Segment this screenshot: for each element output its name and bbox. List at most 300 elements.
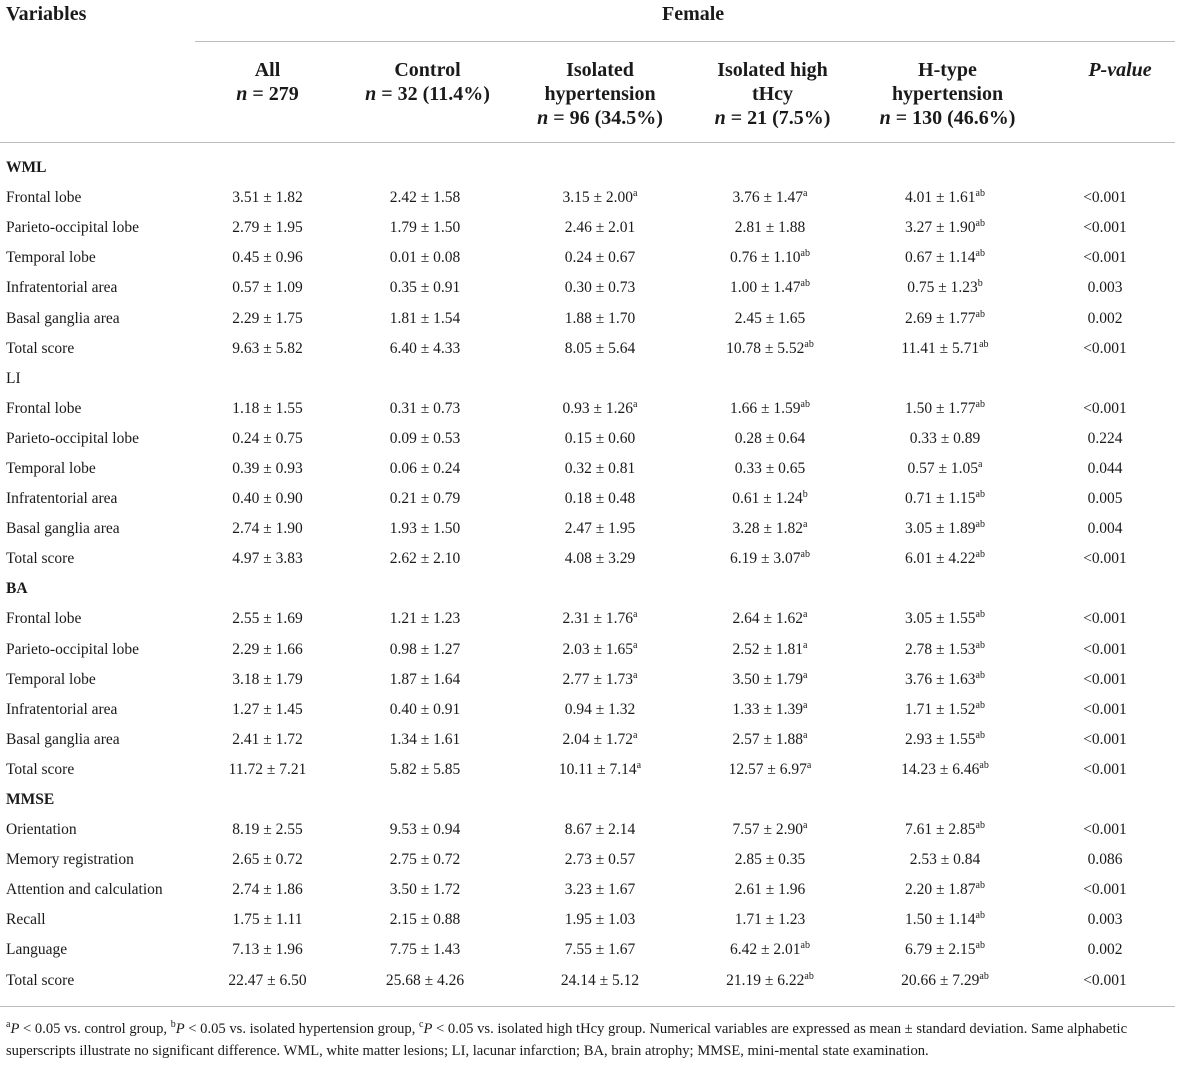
value-cell: 4.97 ± 3.83: [232, 550, 303, 568]
value-cell: 11.41 ± 5.71$^{ab}$: [901, 338, 989, 357]
significance-superscript: ab: [979, 338, 989, 350]
p-value-cell: <0.001: [1083, 971, 1127, 989]
p-value-cell: <0.001: [1083, 670, 1127, 688]
value-cell: [515, 153, 685, 183]
table-row: [0, 695, 1175, 725]
value-cell: 3.05 ± 1.89$^{ab}$: [905, 519, 985, 538]
value-cell: 9.63 ± 5.82: [232, 339, 303, 357]
value-cell: 0.45 ± 0.96: [232, 249, 303, 267]
value-cell: 2.79 ± 1.95: [232, 219, 303, 237]
significance-superscript: ab: [975, 729, 985, 741]
p-value-cell: 0.003: [1087, 911, 1123, 929]
table-row: [0, 514, 1175, 544]
value-cell: [855, 574, 1035, 604]
value-cell: 2.47 ± 1.95: [564, 520, 636, 538]
value-cell: [855, 785, 1035, 815]
value-cell: 8.19 ± 2.55: [232, 821, 303, 839]
significance-superscript: a: [633, 639, 638, 651]
table-row: [0, 815, 1175, 845]
table-row: [0, 424, 1175, 454]
value-cell: 3.50 ± 1.72: [389, 881, 461, 899]
value-cell: 0.98 ± 1.27: [389, 640, 461, 658]
row-label: Memory registration: [6, 851, 134, 869]
value-cell: [685, 785, 855, 815]
p-value-cell: 0.003: [1087, 279, 1123, 297]
value-cell: 0.39 ± 0.93: [232, 459, 303, 477]
significance-superscript: a: [633, 609, 638, 621]
value-cell: 0.75 ± 1.23$^b$: [907, 278, 983, 297]
p-value-cell: 0.086: [1087, 851, 1123, 869]
p-value-cell: 0.002: [1087, 941, 1123, 959]
col-header-title-2: hypertension: [544, 83, 656, 105]
section-row: [0, 153, 1175, 183]
table-row: [0, 183, 1175, 213]
p-value-cell: 0.224: [1087, 429, 1123, 447]
section-label: MMSE: [6, 791, 55, 809]
value-cell: 1.79 ± 1.50: [389, 219, 461, 237]
value-cell: 0.67 ± 1.14$^{ab}$: [905, 248, 985, 267]
value-cell: 0.33 ± 0.65: [734, 459, 806, 477]
table-row: [0, 213, 1175, 243]
value-cell: 2.46 ± 2.01: [564, 219, 636, 237]
significance-superscript: ab: [804, 970, 814, 982]
table-row: [0, 845, 1175, 875]
row-label: Infratentorial area: [6, 490, 118, 508]
row-label: Infratentorial area: [6, 700, 118, 718]
col-header-n: n = 32 (11.4%): [365, 83, 490, 105]
value-cell: 7.75 ± 1.43: [389, 941, 461, 959]
value-cell: 10.78 ± 5.52$^{ab}$: [726, 338, 814, 357]
value-cell: 1.33 ± 1.39$^a$: [732, 699, 808, 718]
significance-superscript: a: [803, 729, 808, 741]
value-cell: 12.57 ± 6.97$^a$: [728, 759, 812, 778]
group-header-rule: [195, 41, 1175, 42]
value-cell: 0.24 ± 0.67: [564, 249, 636, 267]
value-cell: 1.18 ± 1.55: [232, 399, 303, 417]
value-cell: 0.93 ± 1.26$^a$: [562, 398, 638, 417]
col-header-title-2: hypertension: [891, 83, 1004, 105]
value-cell: 24.14 ± 5.12: [560, 971, 640, 989]
value-cell: 2.15 ± 0.88: [389, 911, 461, 929]
row-label: Temporal lobe: [6, 670, 96, 688]
col-header-isolated-hypertension: [510, 58, 690, 130]
value-cell: 1.00 ± 1.47$^{ab}$: [730, 278, 810, 297]
value-cell: 1.95 ± 1.03: [564, 911, 636, 929]
value-cell: 4.01 ± 1.61$^{ab}$: [905, 188, 985, 207]
value-cell: 22.47 ± 6.50: [228, 971, 307, 989]
significance-superscript: a: [803, 639, 808, 651]
value-cell: 2.29 ± 1.75: [232, 309, 303, 327]
significance-superscript: ab: [975, 218, 985, 230]
col-header-h-type-hypertension: [855, 58, 1040, 130]
footnote-fragment: < 0.05 vs. control group,: [19, 1021, 171, 1037]
value-cell: 11.72 ± 7.21: [228, 760, 307, 778]
value-cell: 0.40 ± 0.90: [232, 490, 303, 508]
value-cell: 0.40 ± 0.91: [389, 700, 461, 718]
significance-superscript: a: [803, 699, 808, 711]
col-header-title: H-type: [918, 59, 977, 81]
value-cell: 7.61 ± 2.85$^{ab}$: [905, 820, 985, 839]
value-cell: 8.67 ± 2.14: [564, 821, 636, 839]
value-cell: 0.94 ± 1.32: [564, 700, 636, 718]
p-value-cell: [1035, 364, 1175, 394]
col-header-title-2: tHcy: [751, 83, 794, 105]
value-cell: 2.75 ± 0.72: [389, 851, 461, 869]
table-bottom-rule: [0, 1006, 1175, 1007]
significance-superscript: ab: [979, 759, 989, 771]
table-row: [0, 604, 1175, 634]
value-cell: 2.20 ± 1.87$^{ab}$: [905, 880, 985, 899]
row-label: Infratentorial area: [6, 279, 118, 297]
value-cell: 2.74 ± 1.90: [232, 520, 303, 538]
value-cell: 8.05 ± 5.64: [564, 339, 636, 357]
value-cell: 6.01 ± 4.22$^{ab}$: [905, 549, 985, 568]
row-label: Frontal lobe: [6, 610, 82, 628]
footnote-fragment: P: [10, 1021, 20, 1037]
col-header-title: Control: [394, 59, 461, 81]
p-value-cell: <0.001: [1083, 730, 1127, 748]
section-label: WML: [6, 159, 47, 177]
value-cell: [515, 785, 685, 815]
table-row: [0, 905, 1175, 935]
value-cell: 2.42 ± 1.58: [389, 189, 461, 207]
col-header-title: All: [254, 59, 281, 81]
row-label: Attention and calculation: [6, 881, 163, 899]
section-row: [0, 574, 1175, 604]
value-cell: 2.04 ± 1.72$^a$: [562, 729, 638, 748]
value-cell: 3.05 ± 1.55$^{ab}$: [905, 609, 985, 628]
table-row: [0, 755, 1175, 785]
significance-superscript: b: [802, 489, 808, 501]
value-cell: 0.09 ± 0.53: [389, 429, 461, 447]
significance-superscript: ab: [975, 669, 985, 681]
significance-superscript: a: [633, 188, 638, 200]
col-header-n: n = 279: [236, 83, 299, 105]
significance-superscript: ab: [975, 880, 985, 892]
footnote-fragment: P: [423, 1021, 433, 1037]
value-cell: 0.24 ± 0.75: [232, 429, 303, 447]
significance-superscript: a: [633, 398, 638, 410]
value-cell: 2.41 ± 1.72: [232, 730, 303, 748]
p-value-cell: [1035, 785, 1175, 815]
row-label: Parieto-occipital lobe: [6, 219, 139, 237]
section-label: LI: [6, 369, 21, 387]
p-value-cell: <0.001: [1083, 760, 1127, 778]
value-cell: 2.64 ± 1.62$^a$: [732, 609, 808, 628]
value-cell: 0.57 ± 1.05$^a$: [907, 458, 983, 477]
significance-superscript: ab: [800, 549, 810, 561]
col-header-all: [200, 58, 335, 106]
variables-header: Variables: [6, 3, 87, 25]
table-row: [0, 394, 1175, 424]
value-cell: 1.21 ± 1.23: [389, 610, 461, 628]
value-cell: 3.76 ± 1.63$^{ab}$: [905, 669, 985, 688]
value-cell: 1.50 ± 1.14$^{ab}$: [905, 910, 985, 929]
value-cell: 2.77 ± 1.73$^a$: [562, 669, 638, 688]
significance-superscript: ab: [975, 398, 985, 410]
row-label: Parieto-occipital lobe: [6, 429, 139, 447]
significance-superscript: ab: [975, 308, 985, 320]
p-value-cell: <0.001: [1083, 610, 1127, 628]
row-label: Basal ganglia area: [6, 730, 120, 748]
table-row: [0, 334, 1175, 364]
p-value-cell: <0.001: [1083, 700, 1127, 718]
p-value-cell: <0.001: [1083, 399, 1127, 417]
significance-superscript: a: [806, 759, 812, 771]
row-label: Orientation: [6, 821, 77, 839]
female-group-header: Female: [662, 3, 725, 25]
significance-superscript: a: [803, 519, 808, 531]
row-label: Parieto-occipital lobe: [6, 640, 139, 658]
value-cell: 2.53 ± 0.84: [909, 851, 981, 869]
significance-superscript: b: [977, 278, 983, 290]
value-cell: 2.78 ± 1.53$^{ab}$: [905, 639, 985, 658]
p-value-cell: 0.005: [1087, 490, 1123, 508]
value-cell: [685, 574, 855, 604]
value-cell: 0.32 ± 0.81: [564, 459, 636, 477]
p-value-cell: <0.001: [1083, 640, 1127, 658]
p-value-cell: 0.044: [1087, 459, 1123, 477]
value-cell: 2.57 ± 1.88$^a$: [732, 729, 808, 748]
value-cell: 0.61 ± 1.24$^b$: [732, 489, 808, 508]
table-row: [0, 725, 1175, 755]
value-cell: 1.81 ± 1.54: [389, 309, 461, 327]
footnote-fragment: b: [170, 1019, 176, 1030]
value-cell: 5.82 ± 5.85: [389, 760, 461, 778]
value-cell: 1.88 ± 1.70: [564, 309, 636, 327]
p-value-cell: <0.001: [1083, 189, 1127, 207]
significance-superscript: ab: [975, 549, 985, 561]
value-cell: 0.71 ± 1.15$^{ab}$: [905, 489, 985, 508]
row-label: Basal ganglia area: [6, 309, 120, 327]
value-cell: [335, 364, 515, 394]
value-cell: 2.03 ± 1.65$^a$: [562, 639, 638, 658]
p-value-cell: [1035, 153, 1175, 183]
value-cell: 25.68 ± 4.26: [385, 971, 465, 989]
table-row: [0, 665, 1175, 695]
p-value-cell: <0.001: [1083, 821, 1127, 839]
value-cell: 0.18 ± 0.48: [564, 490, 636, 508]
value-cell: 2.69 ± 1.77$^{ab}$: [905, 308, 985, 327]
value-cell: 20.66 ± 7.29$^{ab}$: [901, 970, 989, 989]
value-cell: 14.23 ± 6.46$^{ab}$: [901, 759, 989, 778]
significance-superscript: a: [803, 669, 808, 681]
table-row: [0, 875, 1175, 905]
value-cell: 1.71 ± 1.23: [734, 911, 806, 929]
significance-superscript: ab: [975, 940, 985, 952]
value-cell: 3.76 ± 1.47$^a$: [732, 188, 808, 207]
significance-superscript: ab: [800, 940, 810, 952]
value-cell: [200, 574, 335, 604]
value-cell: 1.71 ± 1.52$^{ab}$: [905, 699, 985, 718]
data-table: [0, 153, 1175, 996]
row-label: Temporal lobe: [6, 249, 96, 267]
value-cell: 2.65 ± 0.72: [232, 851, 303, 869]
p-value-cell: [1035, 574, 1175, 604]
value-cell: [515, 364, 685, 394]
value-cell: 7.55 ± 1.67: [564, 941, 636, 959]
value-cell: 0.06 ± 0.24: [389, 459, 461, 477]
value-cell: 6.40 ± 4.33: [389, 339, 461, 357]
section-row: [0, 364, 1175, 394]
significance-superscript: ab: [975, 699, 985, 711]
value-cell: 2.61 ± 1.96: [734, 881, 806, 899]
col-header-title: Isolated: [566, 59, 634, 81]
table-row: [0, 966, 1175, 996]
value-cell: 2.74 ± 1.86: [232, 881, 303, 899]
significance-superscript: ab: [804, 338, 814, 350]
value-cell: 7.57 ± 2.90$^a$: [732, 820, 808, 839]
table-row: [0, 935, 1175, 965]
value-cell: 2.62 ± 2.10: [389, 550, 461, 568]
value-cell: 2.73 ± 0.57: [564, 851, 636, 869]
value-cell: 1.87 ± 1.64: [389, 670, 461, 688]
footnote-fragment: a: [6, 1019, 11, 1030]
value-cell: 1.66 ± 1.59$^{ab}$: [730, 398, 810, 417]
significance-superscript: ab: [975, 188, 985, 200]
significance-superscript: a: [633, 729, 638, 741]
col-header-control: [340, 58, 515, 106]
value-cell: 21.19 ± 6.22$^{ab}$: [726, 970, 814, 989]
value-cell: 0.01 ± 0.08: [389, 249, 461, 267]
p-value-cell: <0.001: [1083, 550, 1127, 568]
row-label: Language: [6, 941, 68, 959]
p-value-cell: <0.001: [1083, 881, 1127, 899]
value-cell: 0.57 ± 1.09: [232, 279, 303, 297]
value-cell: 3.50 ± 1.79$^a$: [732, 669, 808, 688]
col-header-p-value: P-value: [1088, 59, 1152, 81]
value-cell: 4.08 ± 3.29: [564, 550, 636, 568]
col-header-n: n = 21 (7.5%): [714, 107, 831, 129]
value-cell: [335, 574, 515, 604]
value-cell: 6.79 ± 2.15$^{ab}$: [905, 940, 985, 959]
value-cell: 6.19 ± 3.07$^{ab}$: [730, 549, 810, 568]
row-label: Total score: [6, 760, 75, 778]
significance-superscript: a: [978, 458, 983, 470]
value-cell: 2.52 ± 1.81$^a$: [732, 639, 808, 658]
significance-superscript: a: [633, 669, 638, 681]
value-cell: 3.51 ± 1.82: [232, 189, 303, 207]
table-row: [0, 243, 1175, 273]
value-cell: 1.93 ± 1.50: [389, 520, 461, 538]
p-value-cell: <0.001: [1083, 219, 1127, 237]
row-label: Frontal lobe: [6, 189, 82, 207]
significance-superscript: a: [803, 188, 808, 200]
value-cell: 1.75 ± 1.11: [232, 911, 303, 929]
value-cell: 3.28 ± 1.82$^a$: [732, 519, 808, 538]
significance-superscript: ab: [800, 398, 810, 410]
row-label: Temporal lobe: [6, 459, 96, 477]
value-cell: 3.27 ± 1.90$^{ab}$: [905, 218, 985, 237]
value-cell: 2.29 ± 1.66: [232, 640, 303, 658]
row-label: Total score: [6, 971, 75, 989]
value-cell: 0.35 ± 0.91: [389, 279, 461, 297]
value-cell: 0.31 ± 0.73: [389, 399, 461, 417]
col-header-isolated-high-thcy: [690, 58, 855, 130]
value-cell: 0.15 ± 0.60: [564, 429, 636, 447]
value-cell: 7.13 ± 1.96: [232, 941, 303, 959]
row-label: Total score: [6, 339, 75, 357]
table-footnote: [6, 1018, 1191, 1062]
value-cell: 6.42 ± 2.01$^{ab}$: [730, 940, 810, 959]
value-cell: 2.45 ± 1.65: [734, 309, 806, 327]
significance-superscript: ab: [975, 248, 985, 260]
table-row: [0, 303, 1175, 333]
table-row: [0, 635, 1175, 665]
value-cell: 0.28 ± 0.64: [734, 429, 806, 447]
section-row: [0, 785, 1175, 815]
value-cell: 0.76 ± 1.10$^{ab}$: [730, 248, 810, 267]
section-label: BA: [6, 580, 28, 598]
value-cell: [855, 364, 1035, 394]
value-cell: [200, 785, 335, 815]
row-label: Total score: [6, 550, 75, 568]
value-cell: 1.27 ± 1.45: [232, 700, 303, 718]
significance-superscript: ab: [979, 970, 989, 982]
value-cell: 0.30 ± 0.73: [564, 279, 636, 297]
significance-superscript: ab: [800, 278, 810, 290]
value-cell: 0.33 ± 0.89: [909, 429, 981, 447]
p-value-cell: <0.001: [1083, 339, 1127, 357]
value-cell: 1.34 ± 1.61: [389, 730, 461, 748]
value-cell: 3.15 ± 2.00$^a$: [562, 188, 638, 207]
significance-superscript: a: [636, 759, 642, 771]
footnote-fragment: P: [175, 1021, 185, 1037]
footnote-fragment: < 0.05 vs. isolated hypertension group,: [184, 1021, 420, 1037]
table-row: [0, 484, 1175, 514]
value-cell: 0.21 ± 0.79: [389, 490, 461, 508]
col-header-title: Isolated high: [717, 59, 828, 81]
significance-superscript: ab: [975, 639, 985, 651]
p-value-cell: <0.001: [1083, 249, 1127, 267]
row-label: Basal ganglia area: [6, 520, 120, 538]
significance-superscript: a: [803, 820, 808, 832]
value-cell: 9.53 ± 0.94: [389, 821, 461, 839]
table-row: [0, 273, 1175, 303]
value-cell: 10.11 ± 7.14$^a$: [558, 759, 642, 778]
value-cell: [855, 153, 1035, 183]
value-cell: 2.31 ± 1.76$^a$: [562, 609, 638, 628]
row-label: Recall: [6, 911, 46, 929]
footnote-fragment: c: [419, 1019, 424, 1030]
header-bottom-rule: [0, 142, 1175, 143]
value-cell: 2.93 ± 1.55$^{ab}$: [905, 729, 985, 748]
significance-superscript: ab: [975, 910, 985, 922]
value-cell: 3.18 ± 1.79: [232, 670, 303, 688]
footnote-fragment: < 0.05 vs. isolated high tHcy group. Numerical variables are expressed as mean ± standard deviation. Same alphabetic superscripts illustrate no significant difference. WML, white matter lesions; LI, lacunar infarction; BA, brain atrophy; MMSE, mini-mental state examination.: [6, 1021, 1128, 1059]
col-header-n: n = 130 (46.6%): [879, 107, 1016, 129]
row-label: Frontal lobe: [6, 399, 82, 417]
value-cell: 2.81 ± 1.88: [734, 219, 806, 237]
value-cell: [200, 153, 335, 183]
value-cell: 2.85 ± 0.35: [734, 851, 806, 869]
significance-superscript: ab: [800, 248, 810, 260]
value-cell: [515, 574, 685, 604]
significance-superscript: a: [803, 609, 808, 621]
significance-superscript: ab: [975, 820, 985, 832]
table-row: [0, 454, 1175, 484]
value-cell: [335, 153, 515, 183]
value-cell: 1.50 ± 1.77$^{ab}$: [905, 398, 985, 417]
value-cell: [685, 364, 855, 394]
value-cell: [685, 153, 855, 183]
table-row: [0, 544, 1175, 574]
col-header-n: n = 96 (34.5%): [537, 107, 663, 129]
value-cell: [335, 785, 515, 815]
significance-superscript: ab: [975, 609, 985, 621]
significance-superscript: ab: [975, 519, 985, 531]
p-value-cell: 0.002: [1087, 309, 1123, 327]
